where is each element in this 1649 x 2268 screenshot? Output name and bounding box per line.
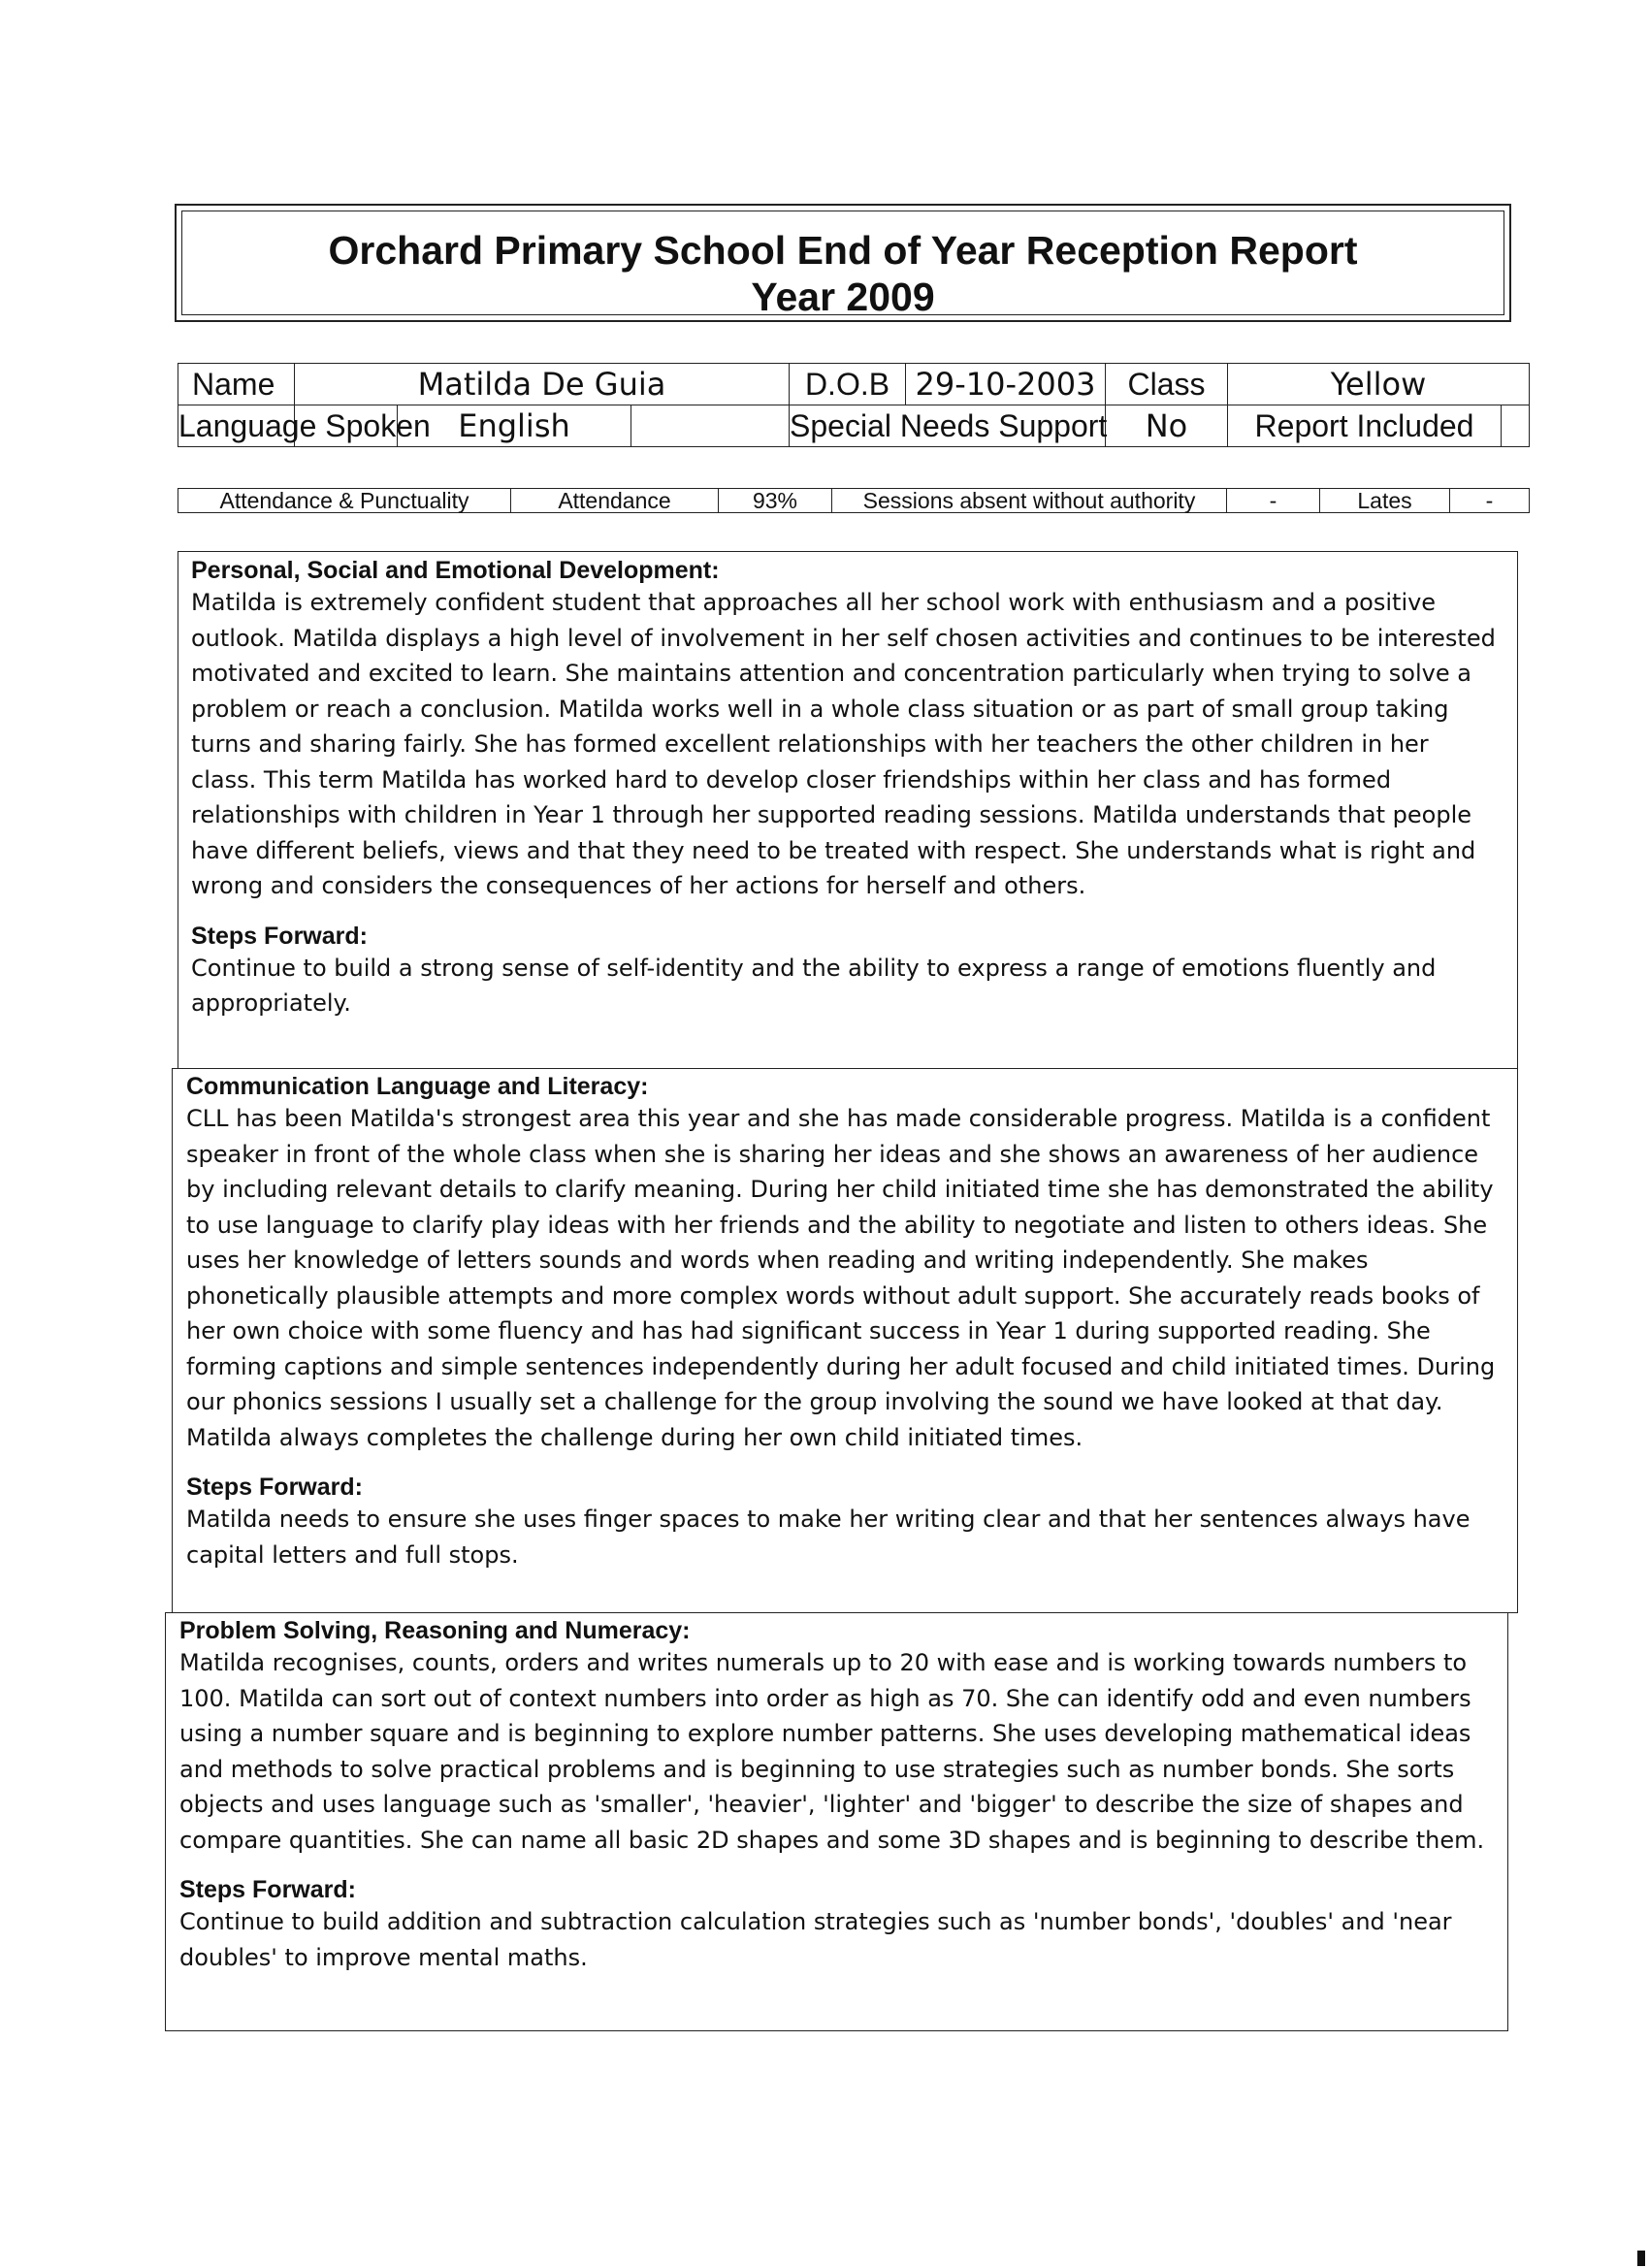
language-value (295, 405, 790, 447)
cll-body: CLL has been Matilda's strongest area this year and she has made considerable progress. Matilda is a confident speaker in front of the whole class when she is sharing her ideas and she shows an awareness of her audience by including relevant details to clarify meaning. During her child initiated time she has demonstrated the ability to use language to clarify play ideas with her friends and the ability to negotiate and listen to others ideas. She uses her knowledge of letters sounds and words when reading and writing independently. She makes phonetically plausible attempts and more complex words without adult support. She accurately reads books of her own choice with some fluency and has had significant success in Year 1 during supported reading. She forming captions and simple sentences independently during her adult focused and child initiated times. During our phonics sessions I usually set a challenge for the group involving the sound we have looked at that day. Matilda always completes the challenge during her own child initiated times. (186, 1105, 1496, 1451)
language-value-text: English (397, 405, 630, 446)
unauthorised-label: Sessions absent without authority (832, 489, 1227, 513)
attendance-heading: Attendance & Punctuality (178, 489, 511, 513)
name-label: Name (178, 364, 295, 405)
cll-steps-heading: Steps Forward: (186, 1474, 363, 1501)
pse-steps-heading: Steps Forward: (191, 922, 368, 950)
sen-label: Special Needs Support (790, 405, 1106, 447)
student-info-row-1 (178, 364, 1530, 405)
psrn-body: Matilda recognises, counts, orders and writes numerals up to 20 with ease and is working towards numbers to 100. Matilda can sort out of context numbers into order as high as 70. She can identify odd and even numbers using a number square and is beginning to explore number patterns. She uses developing mathematical ideas and methods to solve practical problems and is beginning to use strategies such as number bonds. She sorts objects and uses language such as 'smaller', 'heavier', 'lighter' and 'bigger' to describe the size of shapes and compare quantities. She can name all basic 2D shapes and some 3D shapes and is beginning to describe them. (179, 1649, 1485, 1854)
student-info-row-2 (178, 405, 1530, 447)
psrn-steps-heading: Steps Forward: (179, 1876, 356, 1903)
cll-heading: Communication Language and Literacy: (186, 1073, 649, 1100)
report-year: Year 2009 (751, 275, 935, 319)
report-included-value (1502, 405, 1530, 447)
section-pse (178, 551, 1518, 1069)
student-info-table (178, 363, 1530, 447)
section-psrn (165, 1612, 1508, 2031)
lates-label: Lates (1320, 489, 1450, 513)
psrn-steps-body: Continue to build addition and subtraction calculation strategies such as 'number bonds', 'doubles' and 'near doubles' to improve mental maths. (179, 1908, 1452, 1971)
pse-heading: Personal, Social and Emotional Development: (191, 557, 720, 584)
report-title-box (175, 204, 1511, 322)
report-title-inner (181, 211, 1504, 319)
dob-label: D.O.B (790, 364, 906, 405)
scan-corner-mark (1637, 2251, 1645, 2266)
pse-steps-body: Continue to build a strong sense of self-identity and the ability to express a range of emotions fluently and appropriately. (191, 954, 1437, 1017)
pse-body: Matilda is extremely confident student that approaches all her school work with enthusiasm and a positive outlook. Matilda displays a high level of involvement in her self chosen activities and continues to be interested motivated and excited to learn. She maintains attention and concentration particularly when trying to solve a problem or reach a conclusion. Matilda works well in a whole class situation or as part of small group taking turns and sharing fairly. She has formed excellent relationships with her teachers the other children in her class. This term Matilda has worked hard to develop closer friendships within her class and has formed relationships with children in Year 1 through her supported reading sessions. Matilda understands that people have different beliefs, views and that they need to be treated with respect. She understands what is right and wrong and considers the consequences of her actions for herself and others. (191, 589, 1496, 899)
sen-value: No (1106, 405, 1228, 447)
dob-value: 29-10-2003 (906, 364, 1106, 405)
class-label: Class (1106, 364, 1228, 405)
attendance-value: 93% (719, 489, 832, 513)
cll-steps-body: Matilda needs to ensure she uses finger spaces to make her writing clear and that her sentences always have capital letters and full stops. (186, 1506, 1471, 1569)
section-cll (172, 1068, 1518, 1613)
attendance-row (178, 489, 1530, 513)
lates-value: - (1450, 489, 1530, 513)
attendance-table (178, 488, 1530, 513)
class-value: Yellow (1228, 364, 1530, 405)
unauthorised-value: - (1227, 489, 1320, 513)
attendance-label: Attendance (511, 489, 719, 513)
name-value: Matilda De Guia (295, 364, 790, 405)
report-included-label: Report Included (1228, 405, 1502, 447)
report-title: Orchard Primary School End of Year Reception Report (328, 228, 1358, 273)
psrn-heading: Problem Solving, Reasoning and Numeracy: (179, 1617, 691, 1644)
language-label: Language Spoken (178, 405, 295, 447)
